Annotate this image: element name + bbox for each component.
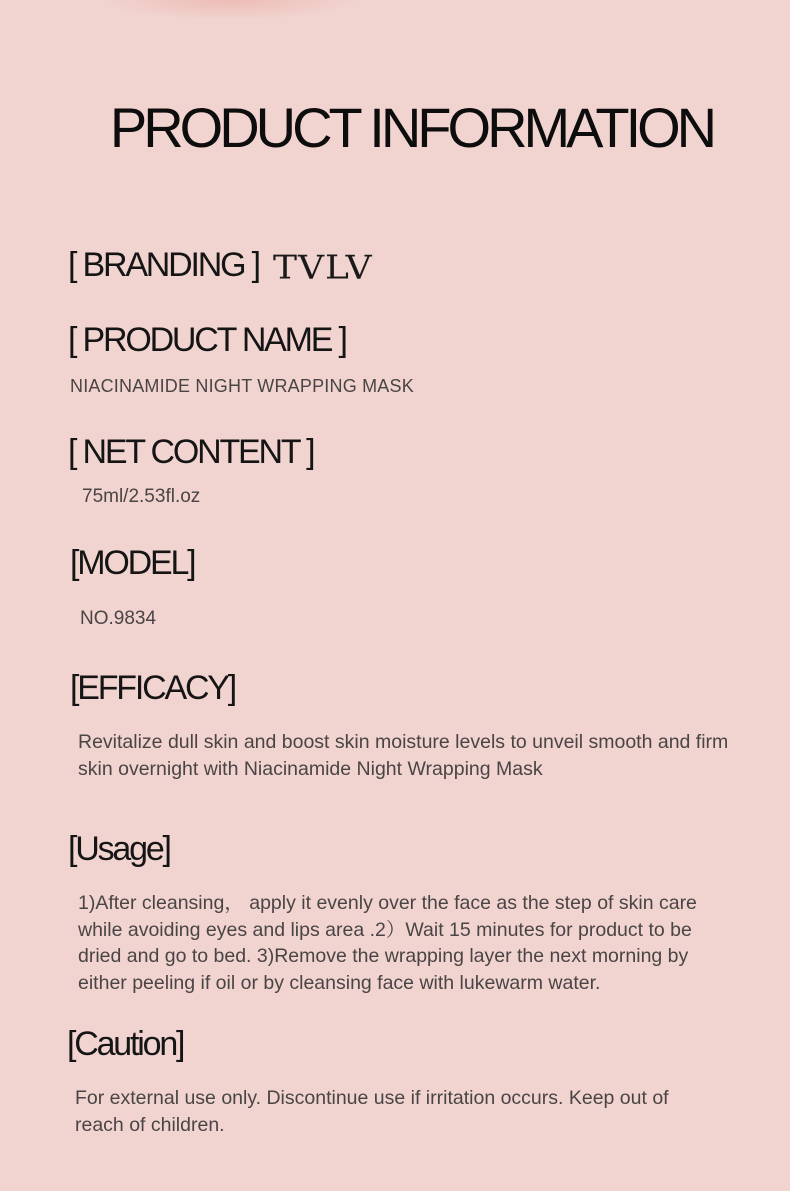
- product-name-value: NIACINAMIDE NIGHT WRAPPING MASK: [70, 376, 414, 396]
- usage-heading: [Usage]: [68, 830, 170, 868]
- usage-text: 1)After cleansing， apply it evenly over the face as the step of skin care while avoiding eyes and lips area .2）Wait 15 minutes for product to be dried and go to bed. 3)Remove the wrapping layer the next morning by either peeling if oil or by cleansing face with lukewarm water.: [78, 892, 697, 994]
- net-content-heading: [ NET CONTENT ]: [68, 433, 314, 471]
- brand-logo: TVLV: [273, 249, 373, 287]
- page-title: PRODUCT INFORMATION: [109, 96, 714, 159]
- model-value: NO.9834: [80, 608, 157, 629]
- model-heading: [MODEL]: [70, 544, 195, 582]
- caution-heading: [Caution]: [67, 1025, 184, 1063]
- caution-text: For external use only. Discontinue use if irritation occurs. Keep out of reach of children.: [75, 1087, 669, 1136]
- efficacy-heading: [EFFICACY]: [70, 669, 236, 707]
- branding-heading: [ BRANDING ]: [68, 246, 259, 284]
- net-content-value: 75ml/2.53fl.oz: [82, 486, 201, 507]
- product-name-heading: [ PRODUCT NAME ]: [68, 321, 346, 359]
- decorative-glow: [100, 0, 360, 20]
- efficacy-text: Revitalize dull skin and boost skin moisture levels to unveil smooth and firm skin overnight with Niacinamide Night Wrapping Mask: [78, 731, 729, 780]
